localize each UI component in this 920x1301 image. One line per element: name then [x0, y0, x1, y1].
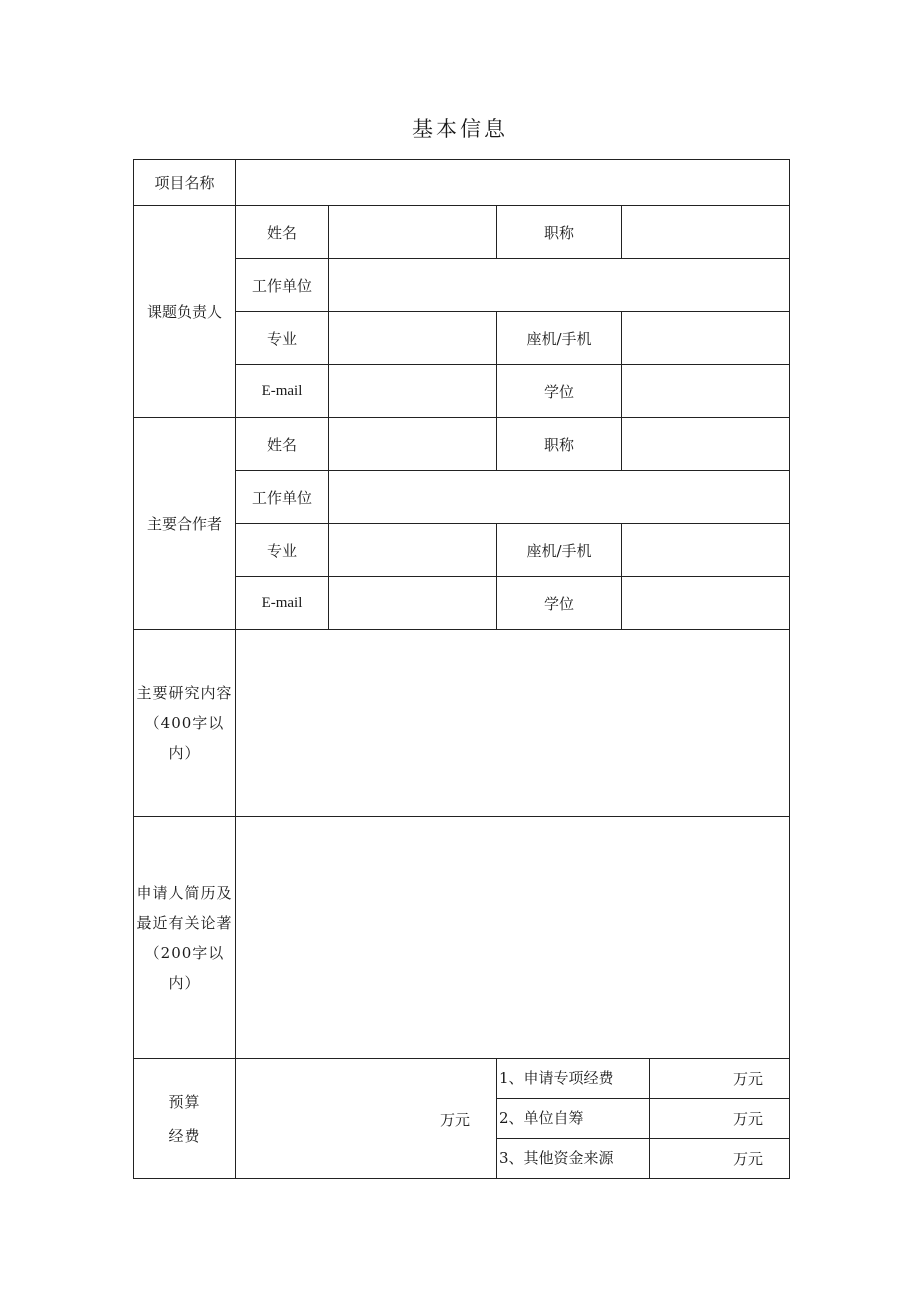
partner-title-label: 职称 [497, 418, 622, 471]
partner-email-label: E-mail [236, 577, 329, 630]
leader-degree-input[interactable] [622, 365, 790, 418]
budget-source-2-label: 2、单位自筹 [497, 1099, 650, 1139]
leader-name-input[interactable] [329, 206, 497, 259]
leader-title-label: 职称 [497, 206, 622, 259]
leader-email-input[interactable] [329, 365, 497, 418]
budget-label-line2: 经费 [168, 1126, 201, 1145]
partner-name-label: 姓名 [236, 418, 329, 471]
partner-unit-label: 工作单位 [236, 471, 329, 524]
budget-source-3-amount[interactable]: 万元 [650, 1139, 790, 1179]
partner-major-input[interactable] [329, 524, 497, 577]
leader-major-label: 专业 [236, 312, 329, 365]
partner-phone-input[interactable] [622, 524, 790, 577]
resume-label [134, 817, 236, 1059]
research-label-line1: 主要研究内容 [136, 684, 233, 702]
leader-phone-label: 座机/手机 [497, 312, 622, 365]
leader-email-label: E-mail [236, 365, 329, 418]
research-content-input[interactable] [236, 630, 790, 817]
leader-group-label: 课题负责人 [134, 206, 236, 418]
basic-info-form [133, 159, 790, 1179]
partner-major-label: 专业 [236, 524, 329, 577]
leader-name-label: 姓名 [236, 206, 329, 259]
budget-total-input[interactable] [236, 1059, 497, 1179]
leader-unit-label: 工作单位 [236, 259, 329, 312]
partner-phone-label: 座机/手机 [497, 524, 622, 577]
leader-degree-label: 学位 [497, 365, 622, 418]
partner-degree-label: 学位 [497, 577, 622, 630]
project-name-input[interactable] [236, 160, 790, 206]
partner-email-input[interactable] [329, 577, 497, 630]
leader-unit-input[interactable] [329, 259, 790, 312]
budget-source-1-amount[interactable]: 万元 [650, 1059, 790, 1099]
partner-degree-input[interactable] [622, 577, 790, 630]
research-content-label [134, 630, 236, 817]
project-name-label: 项目名称 [134, 160, 236, 206]
partner-unit-input[interactable] [329, 471, 790, 524]
leader-phone-input[interactable] [622, 312, 790, 365]
research-label-line2: （400字以内） [144, 714, 225, 762]
budget-total-unit: 万元 [439, 1111, 470, 1129]
resume-input[interactable] [236, 817, 790, 1059]
page-title: 基本信息 [412, 117, 508, 141]
leader-title-input[interactable] [622, 206, 790, 259]
budget-label-line1: 预算 [168, 1092, 201, 1111]
partner-title-input[interactable] [622, 418, 790, 471]
budget-source-3-label: 3、其他资金来源 [497, 1139, 650, 1179]
leader-major-input[interactable] [329, 312, 497, 365]
budget-label [134, 1059, 236, 1179]
resume-label-line3: （200字以内） [144, 943, 225, 992]
partner-group-label: 主要合作者 [134, 418, 236, 630]
budget-source-1-label: 1、申请专项经费 [497, 1059, 650, 1099]
resume-label-line1: 申请人简历及 [136, 883, 233, 902]
partner-name-input[interactable] [329, 418, 497, 471]
budget-source-2-amount[interactable]: 万元 [650, 1099, 790, 1139]
resume-label-line2: 最近有关论著 [136, 913, 233, 932]
